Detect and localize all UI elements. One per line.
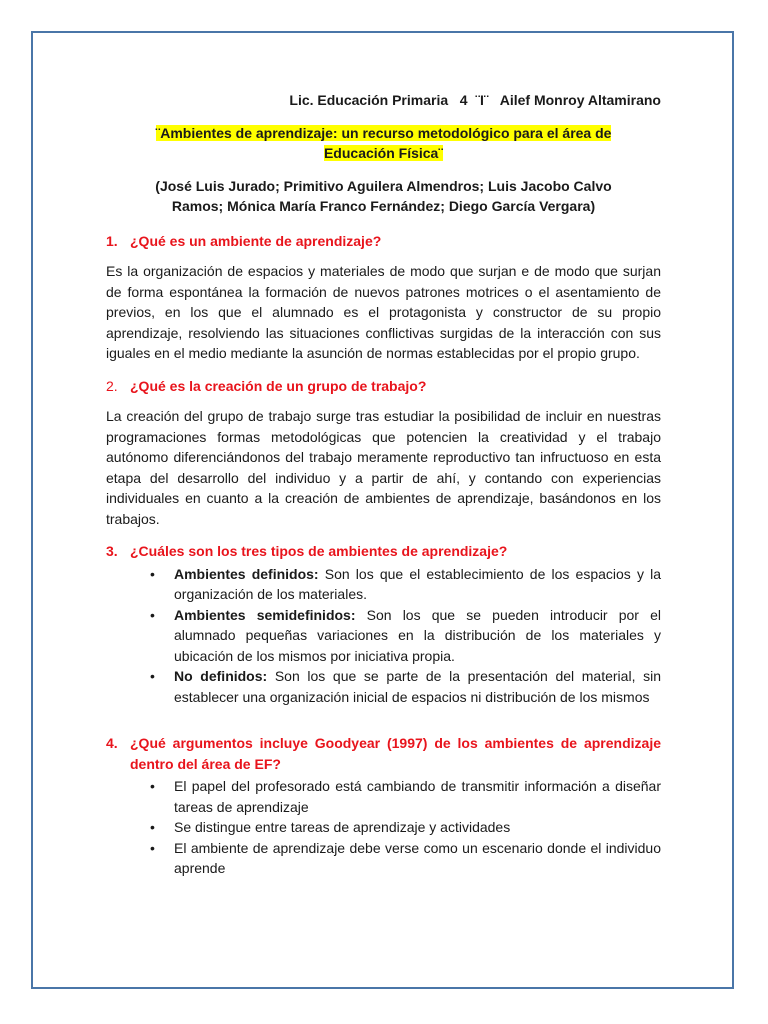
bullet-icon: • [150, 565, 155, 582]
title-line-1: ¨Ambientes de aprendizaje: un recurso metodológico para el área de [155, 124, 612, 141]
authors-line-1: (José Luis Jurado; Primitivo Aguilera Almendros; Luis Jacobo Calvo [155, 177, 612, 194]
question-4 [106, 733, 661, 774]
list-item-text: El ambiente de aprendizaje debe verse como un escenario donde el individuo aprende [174, 839, 661, 876]
spacer [106, 719, 661, 733]
authors-line-2: Ramos; Mónica María Franco Fernández; Diego García Vergara) [171, 198, 596, 214]
answer-2: La creación del grupo de trabajo surge tras estudiar la posibilidad de incluir en nuestras programaciones formas metodológicas que potencien la creatividad y el trabajo autónomo diferenciándonos del trabajo meramente reproductivo tan infructuoso en esta etapa del desarrollo del individuo y a partir de ahí, y contando con experiencias individuales en cuanto a la creación de ambientes de aprendizaje, basándonos en los trabajos. [106, 408, 661, 527]
ambient-types-list [106, 564, 661, 708]
question-2 [106, 376, 661, 397]
authors [106, 176, 661, 217]
list-item [150, 605, 661, 667]
list-item [150, 564, 661, 605]
goodyear-arguments-list [106, 776, 661, 879]
question-3 [106, 541, 661, 562]
list-item [150, 838, 661, 879]
question-number: 3. [106, 543, 118, 559]
question-number: 1. [106, 232, 118, 249]
question-text: ¿Qué es un ambiente de aprendizaje? [130, 232, 382, 249]
bullet-icon: • [150, 668, 155, 684]
document-body [106, 90, 661, 891]
document-title [106, 123, 661, 164]
list-item-text: Son los que se pueden introducir por el alumnado pequeñas variaciones en la distribución de los materiales y ubicación de los mismos por iniciativa propia. [174, 606, 661, 664]
list-item-text: Son los que el establecimiento de los espacios y la organización de los materiales. [174, 565, 661, 602]
question-text: ¿Qué es la creación de un grupo de trabajo? [130, 377, 427, 394]
question-1 [106, 231, 661, 252]
list-item-term: Ambientes semidefinidos: [174, 606, 356, 623]
bullet-icon: • [150, 606, 155, 623]
list-item [150, 666, 661, 707]
list-item-term: No definidos: [174, 668, 268, 684]
question-text: ¿Cuáles son los tres tipos de ambientes de aprendizaje? [130, 543, 508, 559]
title-line-2: Educación Física¨ [323, 145, 444, 161]
list-item [150, 817, 661, 838]
list-item-text: El papel del profesorado está cambiando de transmitir información a diseñar tareas de aprendizaje [174, 778, 661, 815]
question-number: 2. [106, 377, 118, 394]
answer-1: Es la organización de espacios y materiales de modo que surjan e de modo que surjan de forma espontánea la formación de nuevos patrones motrices o el asentamiento de previos, en los que el alumnado es el protagonista y constructor de su propio aprendizaje, resolviendo las situaciones conflictivas surgidas de la interacción con sus iguales en el medio mediante la asunción de normas establecidas por el propio grupo. [106, 263, 661, 361]
list-item-term: Ambientes definidos: [174, 565, 319, 582]
question-number: 4. [106, 735, 118, 751]
bullet-icon: • [150, 819, 155, 835]
list-item-text: Se distingue entre tareas de aprendizaje y actividades [174, 819, 511, 835]
question-text: ¿Qué argumentos incluye Goodyear (1997) de los ambientes de aprendizaje dentro del área de EF? [130, 735, 661, 772]
header-line: Lic. Educación Primaria 4 ¨I¨ Ailef Monroy Altamirano [289, 92, 661, 108]
bullet-icon: • [150, 778, 155, 794]
list-item-text: Son los que se parte de la presentación del material, sin establecer una organización inicial de espacios ni distribución de los mismos [174, 668, 661, 705]
bullet-icon: • [150, 839, 155, 856]
list-item [150, 776, 661, 817]
